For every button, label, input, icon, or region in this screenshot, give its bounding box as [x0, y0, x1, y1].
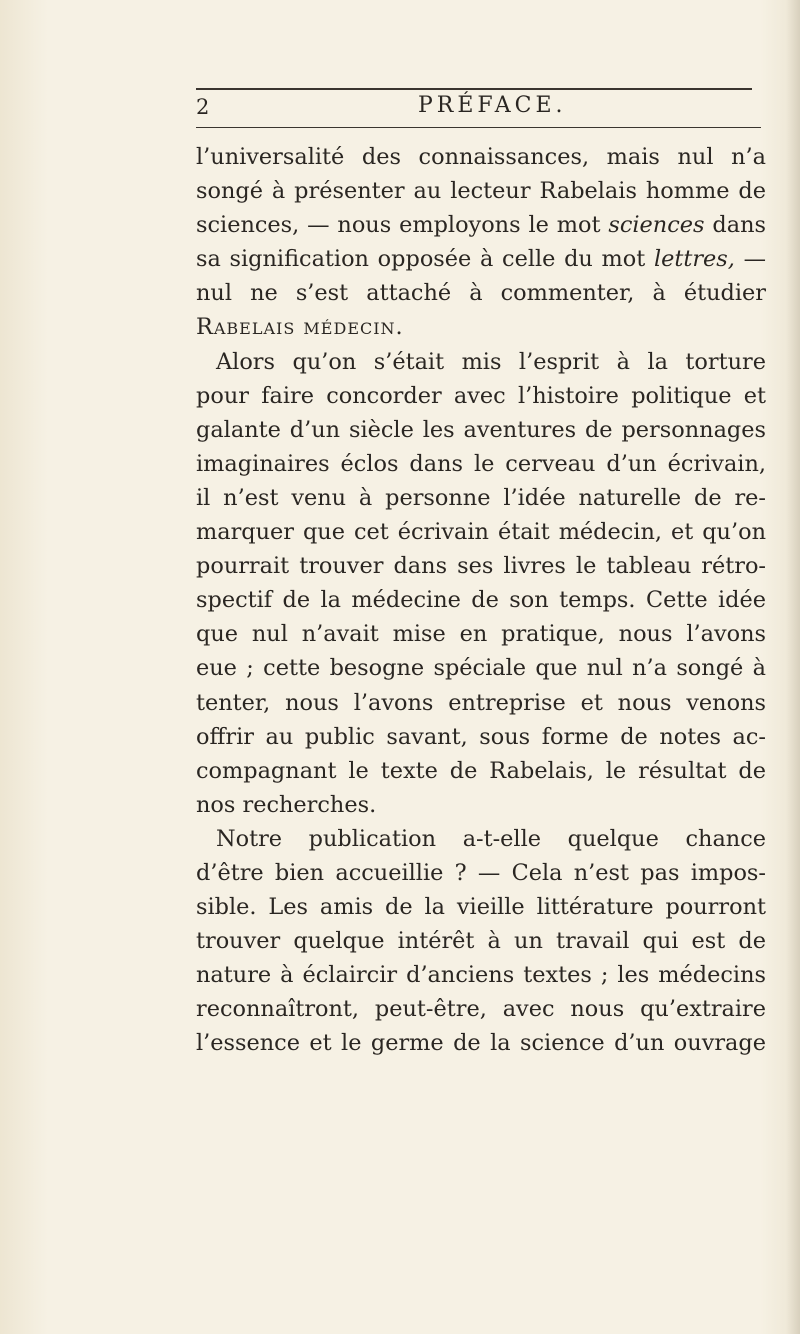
text-line: compagnant le texte de Rabelais, le résultat de [196, 757, 766, 784]
text-line: songé à présenter au lecteur Rabelais homme de [196, 178, 766, 205]
paragraph-2 [196, 345, 766, 822]
page-number: 2 [196, 95, 211, 119]
text-line: l’universalité des connaissances, mais nul n’a [196, 144, 766, 170]
text-run: sa signification opposée à celle du mot [196, 246, 654, 273]
text-line: Alors qu’on s’était mis l’esprit à la torture [216, 348, 766, 375]
page-edge-shadow [786, 0, 800, 1334]
italic-word: sciences [608, 212, 705, 239]
text-line: reconnaîtront, peut-être, avec nous qu’extraire [196, 996, 766, 1023]
text-line: spectif de la médecine de son temps. Cette idée [196, 587, 766, 614]
text-line: eue ; cette besogne spéciale que nul n’a songé à [196, 655, 766, 682]
text-line: trouver quelque intérêt à un travail qui est de [196, 928, 766, 955]
paragraph-3 [196, 822, 766, 1061]
text-line: tenter, nous l’avons entreprise et nous venons [196, 689, 766, 716]
text-line: nul ne s’est attaché à commenter, à étudier [196, 280, 766, 307]
text-line: offrir au public savant, sous forme de notes ac- [196, 723, 766, 750]
text-line [196, 208, 766, 242]
header-rule-top [196, 88, 752, 90]
paragraph-1 [196, 140, 766, 345]
running-head: PRÉFACE. [418, 93, 567, 118]
text-run: sciences, — nous employons le mot [196, 212, 609, 239]
text-line: que nul n’avait mise en pratique, nous l’avons [196, 621, 766, 648]
text-line: sible. Les amis de la vieille littérature pourront [196, 894, 766, 921]
text-line: pour faire concorder avec l’histoire politique et [196, 382, 766, 409]
text-line: galante d’un siècle les aventures de personnages [196, 416, 766, 443]
text-line: nature à éclaircir d’anciens textes ; les médecins [196, 962, 766, 989]
text-line: pourrait trouver dans ses livres le tableau rétro- [196, 553, 766, 580]
text-line [196, 242, 766, 276]
text-line: l’essence et le germe de la science d’un ouvrage [196, 1030, 766, 1057]
text-run: — [734, 246, 767, 273]
body-text [196, 140, 766, 1061]
text-run: dans [704, 212, 766, 239]
text-line: d’être bien accueillie ? — Cela n’est pas impos- [196, 859, 766, 886]
header-rule-bottom [196, 127, 761, 128]
text-line: il n’est venu à personne l’idée naturelle de re- [196, 484, 766, 511]
text-line: marquer que cet écrivain était médecin, et qu’on [196, 519, 766, 546]
italic-word: lettres, [653, 246, 735, 273]
text-line: Rabelais médecin. [196, 314, 404, 341]
text-line: nos recherches. [196, 791, 377, 818]
text-line: Notre publication a-t-elle quelque chance [216, 825, 766, 852]
text-line: imaginaires éclos dans le cerveau d’un écrivain, [196, 450, 766, 477]
